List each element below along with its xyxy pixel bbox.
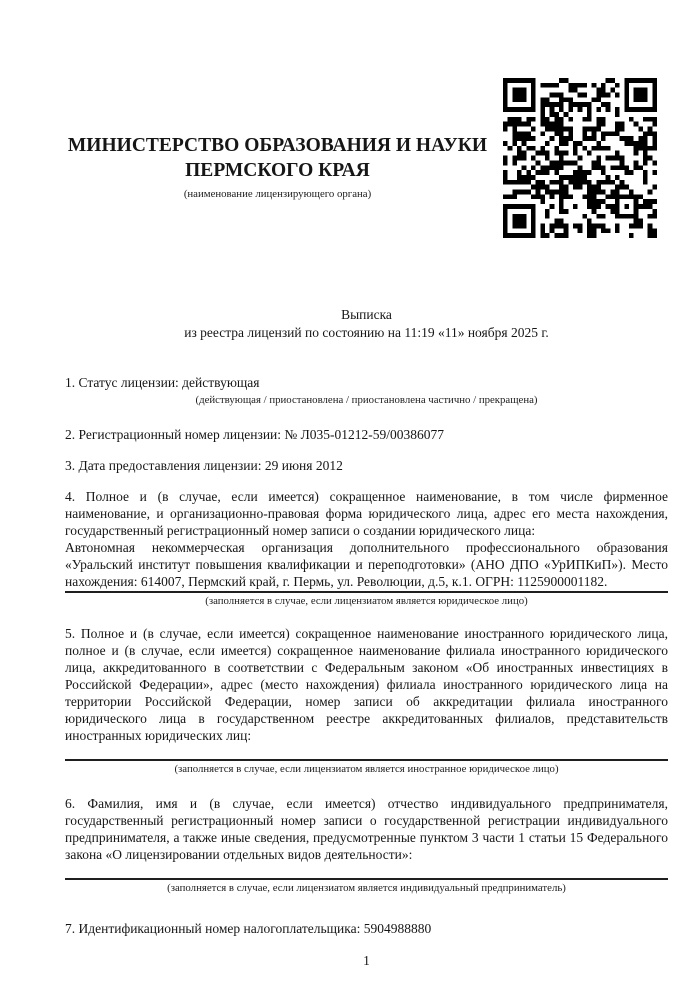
item-license-status: 1. Статус лицензии: действующая — [65, 375, 260, 390]
page-content — [65, 0, 668, 969]
item-license-status-caption: (действующая / приостановлена / приостановлена частично / прекращена) — [195, 394, 538, 406]
document-header — [65, 0, 668, 238]
title-line1: Выписка — [341, 307, 392, 322]
item-legal-entity-value: Автономная некоммерческая организация дополнительного профессионального образования «Уральский институт повышения квалификации и переподготовки» (АНО ДПО «УрИПКиП»). Место нахождения: 614007, Пермский край, г. Пермь, ул. Революции, д.5, к.1. ОГРН: 1125900001182. — [65, 540, 668, 589]
licensing-authority — [65, 78, 490, 201]
fill-in-rule-legal-entity — [65, 591, 668, 593]
item-registration-number: 2. Регистрационный номер лицензии: № Л035-01212-59/00386077 — [65, 427, 445, 442]
item-grant-date: 3. Дата предоставления лицензии: 29 июня 2012 — [65, 458, 343, 473]
qr-code-icon — [503, 78, 657, 238]
page-number: 1 — [363, 953, 370, 968]
item-individual-caption: (заполняется в случае, если лицензиатом является индивидуальный предприниматель) — [167, 882, 566, 894]
item-individual-label: 6. Фамилия, имя и (в случае, если имеется) отчество индивидуального предпринимателя, государственный регистрационный номер записи о государственной регистрации индивидуального предпринимателя, а также иные сведения, предусмотренные пунктом 3 части 1 статьи 15 Федерального закона «О лицензировании отдельных видов деятельности»: — [65, 796, 668, 862]
fill-in-rule-foreign-entity — [65, 759, 668, 761]
item-foreign-entity-label: 5. Полное и (в случае, если имеется) сокращенное наименование иностранного юридического лица, полное и (в случае, если имеется) сокращенное наименование филиала иностранного юридического лица, аккредитованного в соответствии с Федеральным законом «Об иностранных инвестициях в Российской Федерации», адрес (место нахождения) филиала иностранного юридического лица на территории Российской Федерации, номер записи об аккредитации филиала иностранного юридического лица в государственном реестре аккредитованных филиалов, представительств иностранных юридических лиц: — [65, 626, 668, 743]
authority-caption: (наименование лицензирующего органа) — [183, 188, 372, 200]
item-legal-entity-label: 4. Полное и (в случае, если имеется) сокращенное наименование, в том числе фирменное наименование, и организационно-правовая форма юридического лица, адрес его места нахождения, государственный регистрационный номер записи о создании юридического лица: — [65, 489, 668, 538]
item-legal-entity-caption: (заполняется в случае, если лицензиатом является юридическое лицо) — [205, 595, 528, 607]
item-foreign-entity-caption: (заполняется в случае, если лицензиатом является иностранное юридическое лицо) — [174, 763, 559, 775]
fill-in-rule-individual — [65, 878, 668, 880]
authority-name-line1: МИНИСТЕРСТВО ОБРАЗОВАНИЯ И НАУКИ — [67, 135, 488, 156]
authority-name-line2: ПЕРМСКОГО КРАЯ — [185, 160, 370, 181]
title-line2: из реестра лицензий по состоянию на 11:19 «11» ноября 2025 г. — [184, 324, 549, 340]
document-title — [65, 306, 668, 341]
item-taxpayer-number: 7. Идентификационный номер налогоплательщика: 5904988880 — [65, 921, 432, 936]
